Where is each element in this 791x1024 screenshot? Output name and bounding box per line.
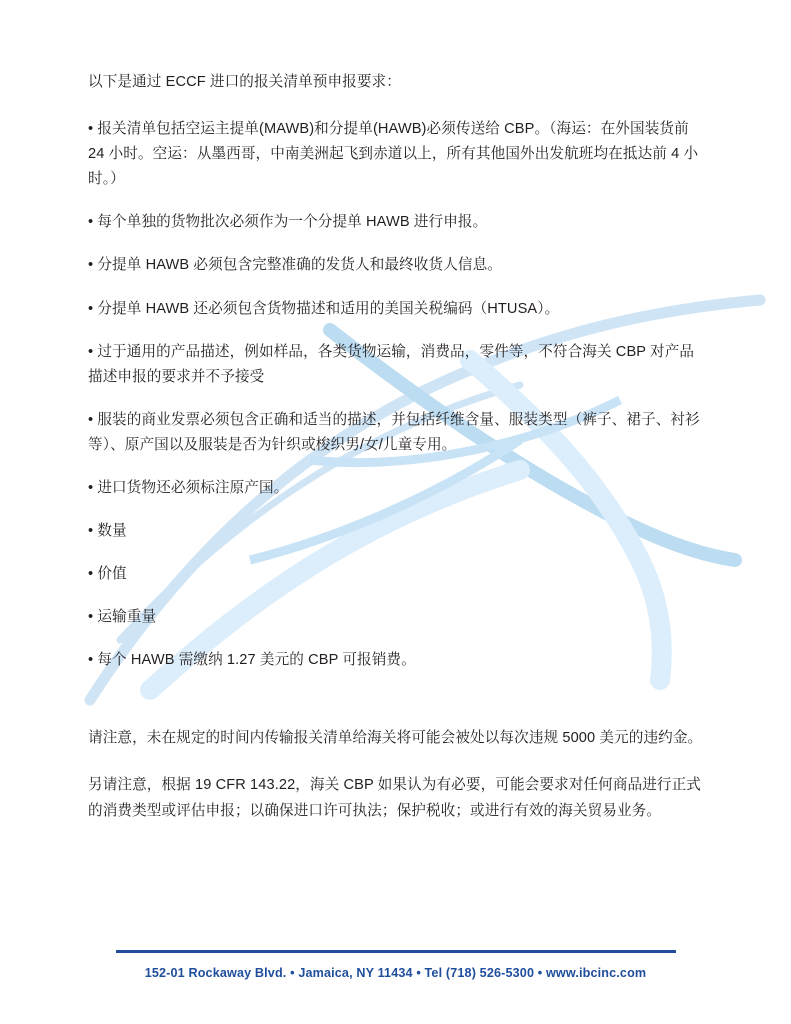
requirement-bullet: • 进口货物还必须标注原产国。 (88, 480, 289, 497)
requirement-bullet: • 每个单独的货物批次必须作为一个分提单 HAWB 进行申报。 (88, 214, 488, 231)
intro-paragraph: 以下是通过 ECCF 进口的报关清单预申报要求： (88, 74, 401, 90)
requirement-bullet: • 每个 HAWB 需缴纳 1.27 美元的 CBP 可报销费。 (88, 652, 416, 669)
requirement-bullet: • 数量 (88, 523, 127, 540)
footer-address: 152-01 Rockaway Blvd. • Jamaica, NY 11434 • Tel (718) 526-5300 • www.ibcinc.com (144, 966, 647, 980)
footer-divider (116, 950, 676, 953)
requirement-bullet: • 分提单 HAWB 必须包含完整准确的发货人和最终收货人信息。 (88, 257, 502, 274)
requirement-bullet: • 分提单 HAWB 还必须包含货物描述和适用的美国关税编码（HTUSA）。 (88, 300, 560, 317)
requirement-bullet: • 服装的商业发票必须包含正确和适当的描述，并包括纤维含量、服装类型（裤子、裙子、衬衫等）、原产国以及服装是否为针织或梭织男/女/儿童专用。 (88, 411, 700, 453)
requirement-bullet: • 价值 (88, 566, 127, 583)
section-spacer (88, 692, 703, 726)
requirement-bullet: • 运输重量 (88, 609, 157, 626)
requirement-bullet: • 过于通用的产品描述，例如样品，各类货物运输，消费品，零件等，不符合海关 CBP 对产品描述申报的要求并不予接受 (88, 343, 695, 385)
note-paragraph: 另请注意，根据 19 CFR 143.22，海关 CBP 如果认为有必要，可能会要求对任何商品进行正式的消费类型或评估申报；以确保进口许可执法；保护税收；或进行有效的海关贸易业务。 (88, 777, 701, 820)
page-footer (0, 950, 791, 1024)
note-paragraph: 请注意，未在规定的时间内传输报关清单给海关将可能会被处以每次违规 5000 美元的违约金。 (88, 729, 703, 746)
requirement-bullet: • 报关清单包括空运主提单(MAWB)和分提单(HAWB)必须传送给 CBP。（海运：在外国装货前 24 小时。空运：从墨西哥，中南美洲起飞到赤道以上，所有其他国外出发航班均在抵达前 4 小时。） (88, 121, 699, 188)
